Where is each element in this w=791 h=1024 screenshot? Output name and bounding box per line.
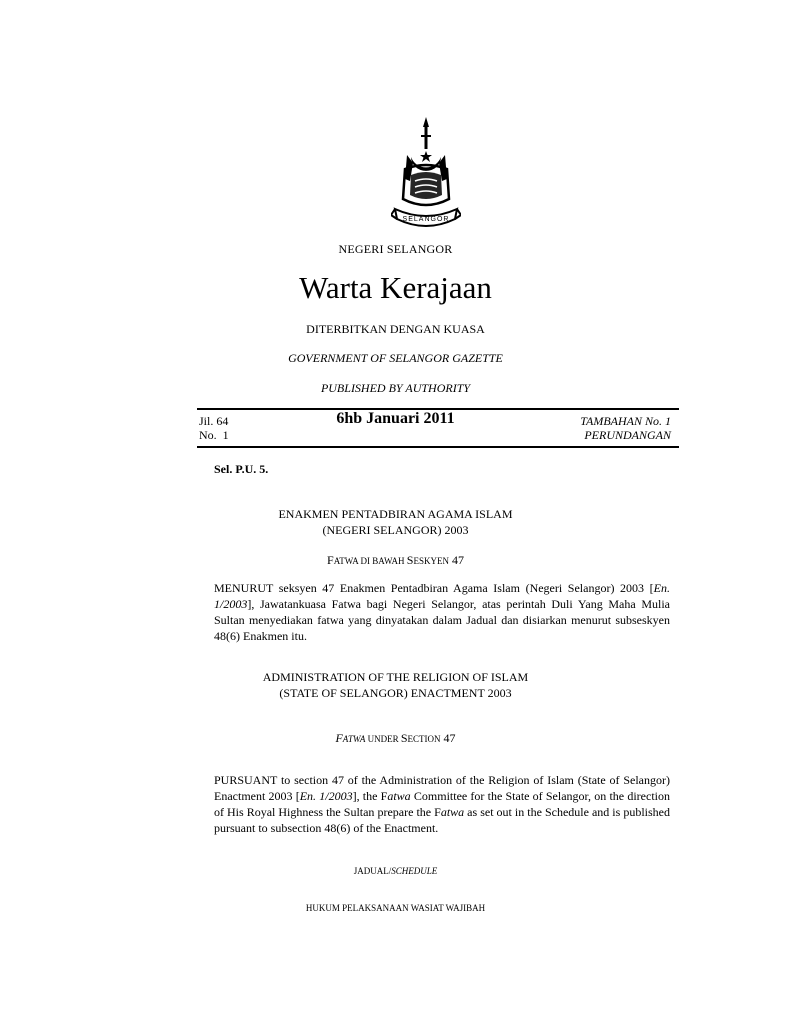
schedule-label-en: SCHEDULE bbox=[391, 866, 438, 876]
selangor-crest-icon bbox=[391, 115, 461, 240]
malay-sub-part1: ATWA DI BAWAH bbox=[333, 556, 407, 566]
english-para-ref: En. 1/2003 bbox=[299, 789, 353, 803]
english-enactment-title bbox=[0, 669, 791, 701]
malay-section-subheading bbox=[0, 553, 791, 568]
english-para-part-a: PURSUANT to section 47 of the Administration of the Religion of Islam (State of Selangor) Enactment 2003 [ bbox=[214, 773, 670, 803]
malay-sub-s: S bbox=[406, 553, 414, 567]
schedule-label bbox=[0, 866, 791, 876]
supplement-number: TAMBAHAN No. 1 bbox=[580, 414, 671, 428]
malay-para-ref: En. 1/2003 bbox=[214, 581, 670, 611]
english-sub-s: S bbox=[400, 731, 408, 745]
english-sub-atwa: ATWA bbox=[342, 734, 366, 744]
malay-sub-part2: ESKYEN bbox=[413, 556, 449, 566]
masthead-rule-bottom bbox=[197, 446, 679, 448]
legal-reference: Sel. P.U. 5. bbox=[214, 462, 269, 476]
gazette-title: Warta Kerajaan bbox=[299, 270, 492, 305]
english-sub-number: 47 bbox=[440, 731, 456, 745]
crest-scroll-text: SELANGOR bbox=[402, 216, 450, 223]
published-by-authority-en: PUBLISHED BY AUTHORITY bbox=[320, 381, 471, 395]
schedule-heading: HUKUM PELAKSANAAN WASIAT WAJIBAH bbox=[305, 903, 486, 913]
malay-enactment-title bbox=[0, 506, 791, 538]
malay-para-part-a: MENURUT seksyen 47 Enakmen Pentadbiran Agama Islam (Negeri Selangor) 2003 [ bbox=[214, 581, 654, 595]
malay-paragraph bbox=[214, 580, 670, 644]
english-sub-part1: UNDER bbox=[365, 734, 401, 744]
malay-sub-f: F bbox=[327, 553, 334, 567]
english-title-line-2: (STATE OF SELANGOR) ENACTMENT 2003 bbox=[279, 686, 512, 700]
published-by-authority-ms: DITERBITKAN DENGAN KUASA bbox=[306, 322, 485, 336]
malay-title-line-1: ENAKMEN PENTADBIRAN AGAMA ISLAM bbox=[278, 507, 513, 521]
supplement-category: PERUNDANGAN bbox=[584, 428, 671, 442]
malay-para-part-b: ], Jawatankuasa Fatwa bagi Negeri Selangor, atas perintah Duli Yang Maha Mulia Sultan menyediakan fatwa yang dinyatakan dalam Jadual dan disiarkan menurut subseskyen 48(6) Enakmen itu. bbox=[214, 597, 670, 643]
state-name: NEGERI SELANGOR bbox=[338, 242, 453, 256]
english-para-atwa-2: atwa bbox=[440, 805, 465, 819]
malay-sub-number: 47 bbox=[448, 553, 464, 567]
issue-number: No. 1 bbox=[199, 428, 229, 442]
issue-date: 6hb Januari 2011 bbox=[336, 410, 455, 427]
english-sub-part2: ECTION bbox=[407, 734, 441, 744]
english-sub-f: F bbox=[335, 731, 343, 745]
supplement-info bbox=[580, 414, 671, 442]
english-para-part-d: as set out in the Schedule and is published pursuant to subsection 48(6) of the Enactment. bbox=[214, 805, 670, 835]
english-para-part-b: ], the F bbox=[352, 789, 388, 803]
english-para-atwa-1: atwa bbox=[387, 789, 411, 803]
english-paragraph bbox=[214, 772, 670, 836]
malay-title-line-2: (NEGERI SELANGOR) 2003 bbox=[322, 523, 469, 537]
volume-label: Jil. 64 bbox=[199, 414, 229, 428]
english-title-line-1: ADMINISTRATION OF THE RELIGION OF ISLAM bbox=[262, 670, 529, 684]
schedule-label-ms: JADUAL/ bbox=[353, 866, 392, 876]
gazette-title-en: GOVERNMENT OF SELANGOR GAZETTE bbox=[288, 351, 503, 365]
english-para-part-c: Committee for the State of Selangor, on the direction of His Royal Highness the Sultan prepare the F bbox=[214, 789, 670, 819]
english-section-subheading bbox=[0, 731, 791, 746]
